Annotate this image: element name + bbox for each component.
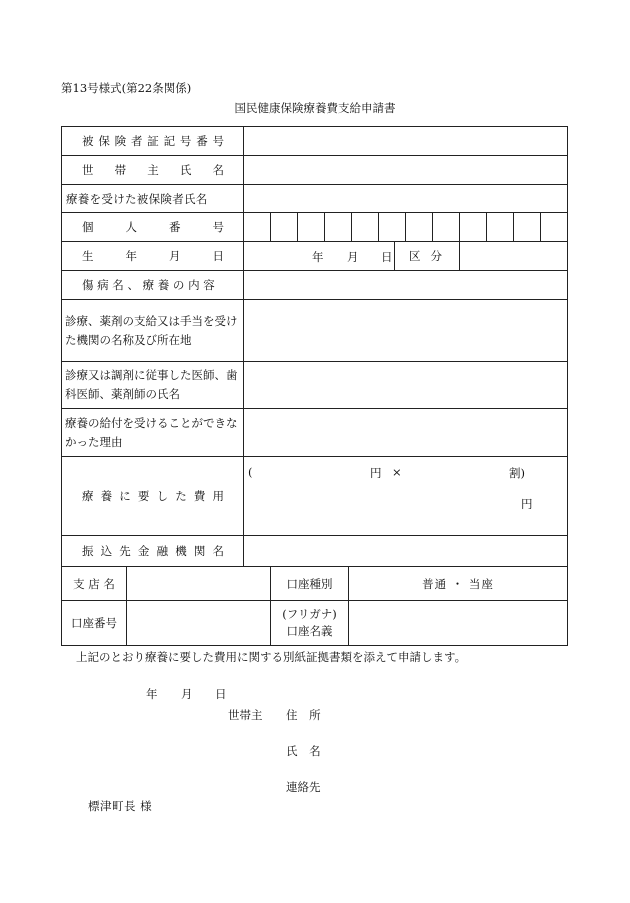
digit-box[interactable] [297,212,325,241]
disease-label: 傷 病 名 、 療 養 の 内 容 [82,278,215,292]
branch-label: 支 店 名 [73,576,115,591]
form-number: 第13号様式(第22条関係) [61,81,192,95]
date-month: 月 [181,687,193,701]
addressee: 標津町長 様 [88,799,153,813]
bank-label: 振 込 先 金 融 機 関 名 [82,544,224,558]
digit-box[interactable] [378,212,406,241]
reason-label: 療養の給付を受けることができな かった理由 [65,415,238,449]
cost-yen: 円 [370,466,382,480]
digit-box[interactable] [405,212,433,241]
household-head-label: 世帯主 [228,708,263,722]
date-day: 日 [215,687,227,701]
digit-box[interactable] [432,212,460,241]
digit-box[interactable] [459,212,487,241]
birth-year-unit: 年 [312,250,324,264]
institution-label: 診療、薬剤の支給又は手当を受け た機関の名称及び所在地 [65,313,238,347]
form-title: 国民健康保険療養費支給申請書 [234,101,396,115]
contact-label: 連絡先 [286,780,321,794]
date-year: 年 [146,687,158,701]
account-type-label: 口座種別 [286,576,333,591]
digit-box[interactable] [486,212,514,241]
classification-label: 区 分 [409,249,442,263]
digit-box[interactable] [540,212,568,241]
household-head-name-label: 世 帯 主 氏 名 [82,163,224,177]
cost-times: × [392,465,402,479]
cost-label: 療 養 に 要 し た 費 用 [82,489,224,503]
digit-box[interactable] [351,212,379,241]
cost-open-paren: ( [248,465,253,479]
name-label: 氏 名 [286,744,325,758]
birth-day-unit: 日 [381,250,393,264]
address-label: 住 所 [286,708,325,722]
insured-person-name-label: 療養を受けた被保険者氏名 [66,191,208,206]
personal-number-label: 個 人 番 号 [82,220,224,234]
cost-wari: 割) [509,466,525,480]
account-name-label: (フリガナ) 口座名義 [282,607,337,638]
digit-box[interactable] [270,212,298,241]
cost-total-yen: 円 [521,497,533,511]
birth-date-label: 生 年 月 日 [82,249,224,263]
birth-month-unit: 月 [347,250,359,264]
declaration-note: 上記のとおり療養に要した費用に関する別紙証拠書類を添えて申請します。 [76,650,467,664]
digit-box[interactable] [513,212,541,241]
digit-box[interactable] [324,212,352,241]
insured-card-number-label: 被 保 険 者 証 記 号 番 号 [82,134,224,148]
account-type-options[interactable]: 普通 ・ 当座 [422,576,494,591]
account-number-label: 口座番号 [71,616,117,630]
doctor-label: 診療又は調剤に従事した医師、歯 科医師、薬剤師の氏名 [65,368,238,401]
